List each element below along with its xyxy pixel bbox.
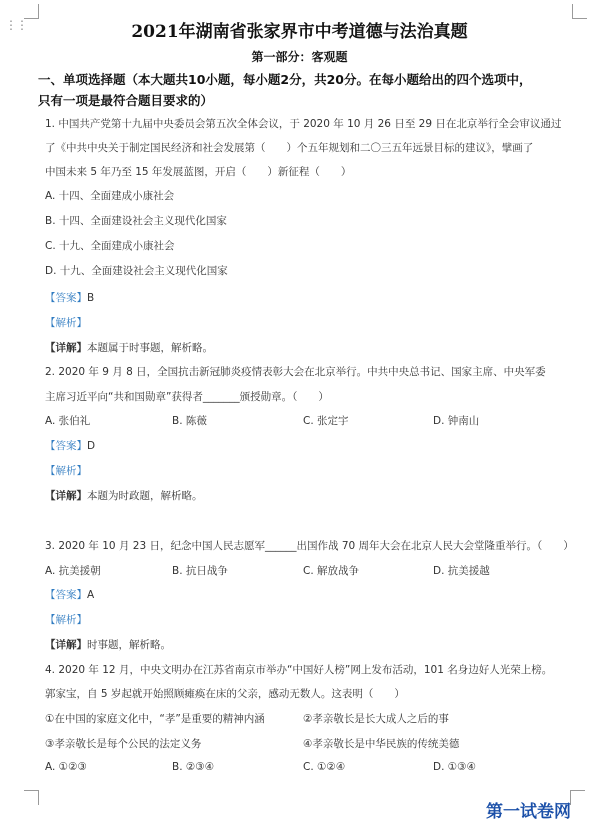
detail-text: 本题属于时事题，解析略。 (87, 342, 213, 354)
question-3-answer (45, 587, 94, 602)
page-corner-mark (24, 790, 39, 805)
answer-tag: 【答案】 (45, 589, 87, 601)
page-corner-mark (570, 790, 585, 805)
question-1-option-a: A. 十四、全面建成小康社会 (45, 190, 175, 202)
analysis-tag: 【解析】 (45, 317, 87, 329)
question-4-option-c: C. ①②④ (303, 761, 346, 773)
question-1-text: 中国未来 5 年乃至 15 年发展蓝图，开启（ ）新征程（ ） (45, 166, 352, 178)
section-heading: 一、单项选择题（本大题共10小题，每小题2分，共20分。在每小题给出的四个选项中， (38, 72, 532, 87)
analysis-tag: 【解析】 (45, 465, 87, 477)
answer-value: A (87, 589, 95, 601)
question-2-option-c: C. 张定宇 (303, 415, 349, 427)
question-3-detail (45, 637, 171, 652)
question-3-option-b: B. 抗日战争 (172, 565, 228, 577)
page-title: 2021年湖南省张家界市中考道德与法治真题 (131, 22, 468, 42)
question-2-answer (45, 438, 95, 453)
question-2-analysis (45, 463, 87, 478)
detail-tag: 【详解】 (45, 639, 87, 651)
question-2-text: 2. 2020 年 9 月 8 日，全国抗击新冠肺炎疫情表彰大会在北京举行。中共中央总书记、国家主席、中央军委 (45, 366, 546, 378)
question-4-option-a: A. ①②③ (45, 761, 87, 773)
question-3-option-a: A. 抗美援朝 (45, 565, 101, 577)
question-1-option-d: D. 十九、全面建设社会主义现代化国家 (45, 265, 228, 277)
question-1-detail (45, 340, 213, 355)
question-4-text: 郭家宝，自 5 岁起就开始照顾瘫痪在床的父亲，感动无数人。这表明（ ） (45, 688, 405, 700)
answer-tag: 【答案】 (45, 440, 87, 452)
question-4-statement-3: ③孝亲敬长是每个公民的法定义务 (45, 738, 202, 750)
section-heading: 只有一项是最符合题目要求的） (38, 93, 214, 108)
question-2-option-b: B. 陈薇 (172, 415, 207, 427)
question-2-detail (45, 488, 203, 503)
answer-value: D (87, 440, 96, 452)
question-1-analysis (45, 315, 87, 330)
question-3-analysis (45, 612, 87, 627)
answer-value: B (87, 292, 95, 304)
detail-text: 时事题，解析略。 (87, 639, 171, 651)
question-4-statement-4: ④孝亲敬长是中华民族的传统美德 (303, 738, 460, 750)
detail-tag: 【详解】 (45, 342, 87, 354)
question-4-text: 4. 2020 年 12 月，中央文明办在江苏省南京市举办“中国好人榜”网上发布活动，101 名身边好人光荣上榜。 (45, 664, 553, 676)
question-1-text: 了《中共中央关于制定国民经济和社会发展第（ ）个五年规划和二〇三五年远景目标的建议》，擘画了 (45, 142, 534, 154)
question-2-option-a: A. 张伯礼 (45, 415, 91, 427)
answer-tag: 【答案】 (45, 292, 87, 304)
question-1-option-c: C. 十九、全面建成小康社会 (45, 240, 175, 252)
question-4-statement-1: ①在中国的家庭文化中，“孝”是重要的精神内涵 (45, 713, 265, 725)
question-1-option-b: B. 十四、全面建设社会主义现代化国家 (45, 215, 227, 227)
analysis-tag: 【解析】 (45, 614, 87, 626)
question-4-option-b: B. ②③④ (172, 761, 215, 773)
question-3-option-d: D. 抗美援越 (433, 565, 490, 577)
question-1-answer (45, 290, 94, 305)
detail-text: 本题为时政题，解析略。 (87, 490, 203, 502)
question-4-statement-2: ②孝亲敬长是长大成人之后的事 (303, 713, 449, 725)
question-3-text: 3. 2020 年 10 月 23 日，纪念中国人民志愿军______出国作战 70 周年大会在北京人民大会堂隆重举行。（ ） (45, 540, 574, 552)
question-1-text: 1. 中国共产党第十九届中央委员会第五次全体会议，于 2020 年 10 月 26 日至 29 日在北京举行全会审议通过 (45, 118, 562, 130)
question-2-text: 主席习近平向“共和国勋章”获得者_______颁授勋章。（ ） (45, 391, 329, 403)
part-heading: 第一部分：客观题 (251, 50, 348, 64)
site-watermark: 第一试卷网 (486, 802, 571, 822)
detail-tag: 【详解】 (45, 490, 87, 502)
question-4-option-d: D. ①③④ (433, 761, 476, 773)
drag-handle-icon[interactable]: ⋮⋮ (5, 18, 27, 32)
question-3-option-c: C. 解放战争 (303, 565, 360, 577)
question-2-option-d: D. 钟南山 (433, 415, 480, 427)
